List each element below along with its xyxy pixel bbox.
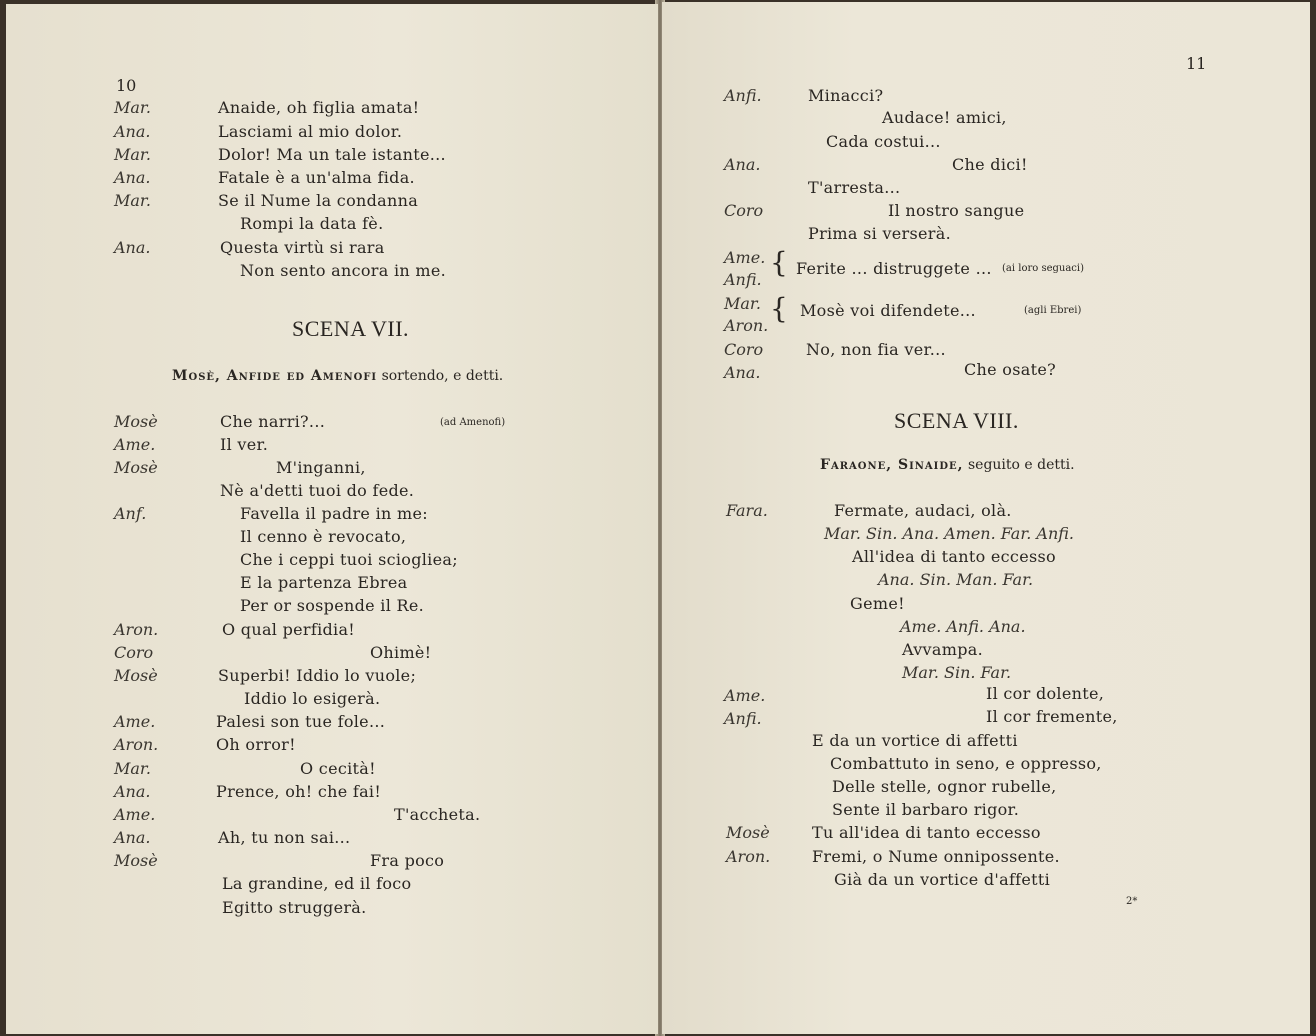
verse-line: Il nostro sangue	[888, 201, 1025, 220]
verse-line: Geme!	[850, 594, 905, 613]
verse-line: Se il Nume la condanna	[218, 191, 419, 210]
verse-line: Dolor! Ma un tale istante...	[218, 145, 446, 164]
verse-line: Che dici!	[952, 155, 1028, 174]
speaker: Mosè	[114, 851, 158, 870]
verse-line: Combattuto in seno, e oppresso,	[830, 754, 1102, 773]
speaker: Fara.	[726, 501, 768, 520]
verse-line: Egitto struggerà.	[222, 898, 367, 917]
speaker: Ana.	[114, 828, 151, 847]
speaker: Ame.	[114, 435, 156, 454]
verse-line: Il cenno è revocato,	[240, 527, 407, 546]
verse-line: Cada costui...	[826, 132, 941, 151]
speaker: Aron.	[114, 735, 159, 754]
verse-line: Fremi, o Nume onnipossente.	[812, 847, 1060, 866]
verse-line: Fatale è a un'alma fida.	[218, 168, 415, 187]
speaker: Mar.	[114, 145, 151, 164]
verse-line: O cecità!	[300, 759, 376, 778]
verse-line: T'arresta...	[808, 178, 901, 197]
speaker: Mosè	[114, 458, 158, 477]
scene-direction	[820, 457, 1075, 473]
speaker: Ame.	[724, 248, 766, 267]
verse-line: Il cor dolente,	[986, 684, 1105, 703]
ensemble-speakers: Ana. Sin. Man. Far.	[878, 570, 1034, 589]
verse-line: Prima si verserà.	[808, 224, 951, 243]
speaker: Coro	[724, 201, 764, 220]
verse-line: Minacci?	[808, 86, 884, 105]
verse-line: No, non fia ver...	[806, 340, 946, 359]
speaker: Ana.	[114, 238, 151, 257]
speaker: Mar.	[114, 98, 151, 117]
speaker: Anfi.	[724, 270, 762, 289]
verse-line: Delle stelle, ognor rubelle,	[832, 777, 1057, 796]
scene-direction-rest: sortendo, e detti.	[381, 368, 504, 384]
signature-mark: 2*	[1126, 896, 1138, 907]
speaker: Aron.	[724, 316, 769, 335]
stage-direction: (ad Amenofi)	[440, 417, 506, 428]
speaker: Mar.	[114, 759, 151, 778]
verse-line: Questa virtù si rara	[220, 238, 385, 257]
verse-line: Superbi! Iddio lo vuole;	[218, 666, 417, 685]
verse-line: Ah, tu non sai...	[218, 828, 351, 847]
verse-line: Iddio lo esigerà.	[244, 689, 381, 708]
verse-line: Per or sospende il Re.	[240, 596, 425, 615]
speaker: Ana.	[114, 168, 151, 187]
speaker: Aron.	[114, 620, 159, 639]
stage-direction: (ai loro seguaci)	[1002, 263, 1084, 274]
speaker: Ame.	[724, 686, 766, 705]
scene-title: SCENA VIII.	[894, 408, 1019, 433]
verse-line: Anaide, oh figlia amata!	[218, 98, 420, 117]
verse-line: Avvampa.	[902, 640, 983, 659]
verse-line: Fra poco	[370, 851, 445, 870]
speaker: Ana.	[724, 155, 761, 174]
speaker: Ana.	[114, 782, 151, 801]
speaker: Coro	[724, 340, 764, 359]
verse-line: Nè a'detti tuoi do fede.	[220, 481, 415, 500]
brace-icon: {	[770, 292, 788, 325]
verse-line: All'idea di tanto eccesso	[852, 547, 1056, 566]
verse-line: Che i ceppi tuoi scioglieа;	[240, 550, 458, 569]
speaker: Coro	[114, 643, 154, 662]
scene-direction-names: Faraone, Sinaide,	[820, 457, 964, 473]
verse-line: Audace! amici,	[882, 108, 1007, 127]
verse-line: Oh orror!	[216, 735, 296, 754]
verse-line: Già da un vortice d'affetti	[834, 870, 1051, 889]
ensemble-speakers: Mar. Sin. Ana. Amen. Far. Anfi.	[824, 524, 1075, 543]
speaker: Ana.	[724, 363, 761, 382]
right-page	[662, 2, 1310, 1034]
ensemble-speakers: Mar. Sin. Far.	[902, 663, 1012, 682]
speaker: Mosè	[114, 666, 158, 685]
left-page	[6, 4, 658, 1034]
scene-title: SCENA VII.	[292, 316, 410, 341]
verse-line: Il cor fremente,	[986, 707, 1118, 726]
verse-line: Che osate?	[964, 360, 1056, 379]
verse-line: Lasciami al mio dolor.	[218, 122, 403, 141]
verse-line: Tu all'idea di tanto eccesso	[812, 823, 1041, 842]
page-number: 11	[1186, 54, 1207, 73]
speaker: Mar.	[724, 294, 761, 313]
speaker: Mosè	[726, 823, 770, 842]
speaker: Anf.	[114, 504, 147, 523]
verse-line: E la partenza Ebrea	[240, 573, 408, 592]
speaker: Anfi.	[724, 709, 762, 728]
verse-line: O qual perfidia!	[222, 620, 356, 639]
speaker: Ana.	[114, 122, 151, 141]
ensemble-speakers: Ame. Anfi. Ana.	[900, 617, 1026, 636]
verse-line: Fermate, audaci, olà.	[834, 501, 1012, 520]
verse-line: Prence, oh! che fai!	[216, 782, 382, 801]
verse-line: La grandine, ed il foco	[222, 874, 412, 893]
speaker: Mosè	[114, 412, 158, 431]
speaker: Anfi.	[724, 86, 762, 105]
scene-direction	[172, 368, 503, 384]
speaker: Mar.	[114, 191, 151, 210]
page-number: 10	[116, 76, 137, 95]
scene-direction-rest: seguito e detti.	[967, 457, 1075, 473]
verse-line: Palesi son tue fole...	[216, 712, 386, 731]
scene-direction-names: Mosè, Anfide ed Amenofi	[172, 368, 378, 384]
verse-line: Sente il barbaro rigor.	[832, 800, 1020, 819]
verse-line: Ferite ... distruggete ...	[796, 259, 992, 278]
verse-line: E da un vortice di affetti	[812, 731, 1018, 750]
verse-line: T'accheta.	[394, 805, 481, 824]
verse-line: M'inganni,	[276, 458, 366, 477]
verse-line: Che narri?...	[220, 412, 326, 431]
stage-direction: (agli Ebrei)	[1024, 305, 1082, 316]
speaker: Ame.	[114, 712, 156, 731]
brace-icon: {	[770, 246, 788, 279]
speaker: Ame.	[114, 805, 156, 824]
verse-line: Ohimè!	[370, 643, 432, 662]
verse-line: Favella il padre in me:	[240, 504, 428, 523]
verse-line: Rompi la data fè.	[240, 214, 384, 233]
verse-line: Non sento ancora in me.	[240, 261, 447, 280]
verse-line: Il ver.	[220, 435, 269, 454]
verse-line: Mosè voi difendete...	[800, 301, 976, 320]
speaker: Aron.	[726, 847, 771, 866]
